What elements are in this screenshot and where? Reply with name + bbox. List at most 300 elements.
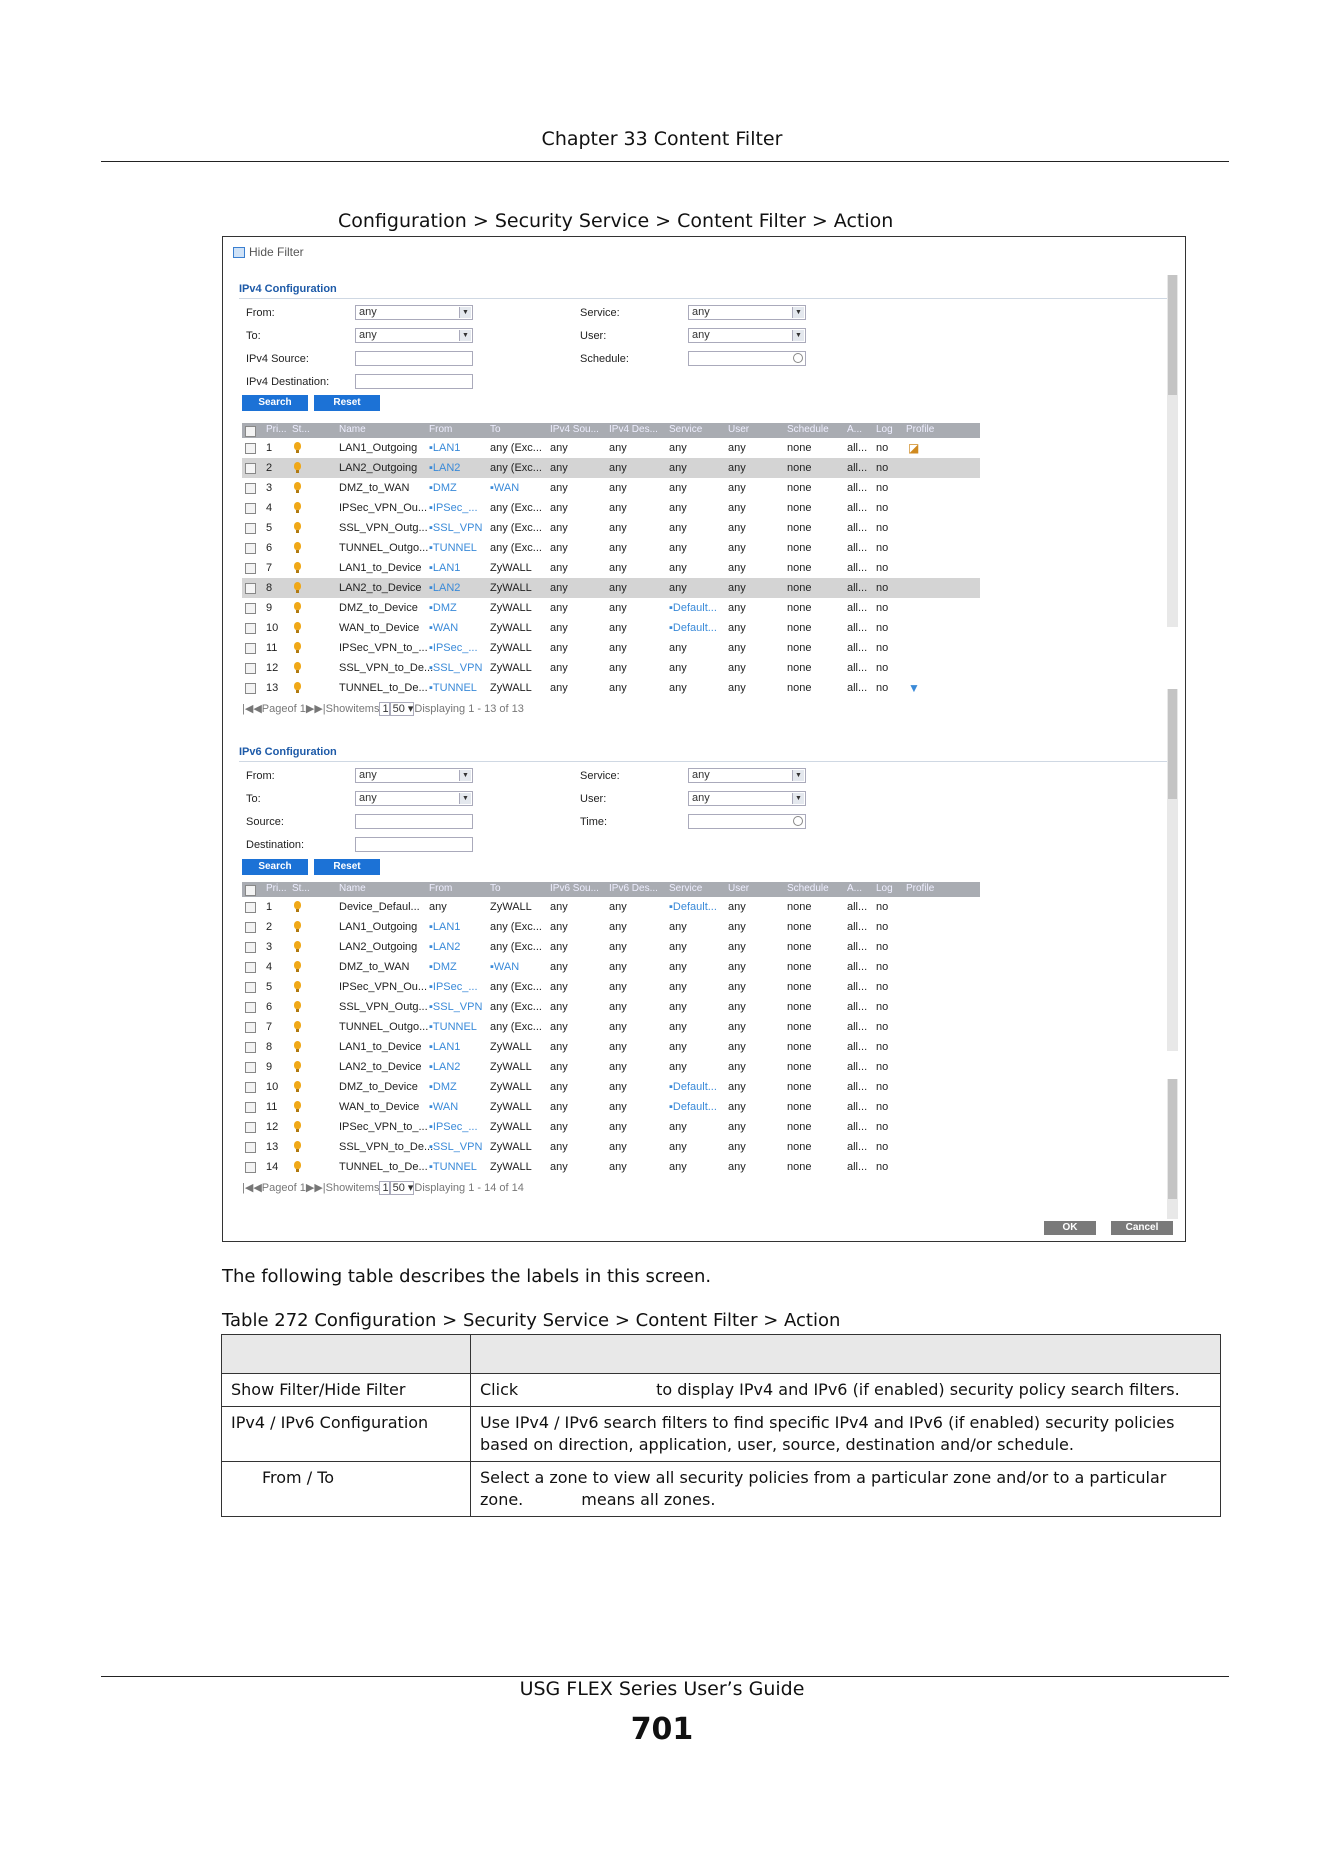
first-page-icon[interactable]: |◀ xyxy=(242,1182,254,1194)
page-label: Page xyxy=(261,703,288,715)
grid-cell: LAN1_Outgoing xyxy=(339,442,418,454)
grid-cell[interactable]: ▪WAN xyxy=(429,622,459,634)
ipv6-time-input[interactable] xyxy=(688,814,806,829)
table-row[interactable] xyxy=(242,957,980,977)
grid-cell: any xyxy=(609,1001,627,1013)
grid-cell: any xyxy=(728,622,746,634)
table-row[interactable] xyxy=(242,578,980,598)
ipv6-user-select[interactable]: any ▼ xyxy=(688,791,806,806)
chevron-down-icon: ▼ xyxy=(792,770,804,781)
items-label: items xyxy=(353,1182,380,1194)
grid-cell: none xyxy=(787,1081,812,1093)
column-header[interactable]: St... xyxy=(292,883,310,894)
row-description: Select a zone to view all security policies from a particular zone and/or to a particular zone. means all zones. xyxy=(471,1462,1221,1517)
status-bulb-icon xyxy=(294,1081,301,1089)
grid-cell: any xyxy=(728,1001,746,1013)
ipv4-section-title: IPv4 Configuration xyxy=(239,283,337,295)
table-row xyxy=(222,1407,1221,1462)
ipv4-to-select[interactable]: any ▼ xyxy=(355,328,473,343)
row-checkbox[interactable] xyxy=(245,982,256,993)
grid-cell: any xyxy=(609,981,627,993)
grid-cell: any xyxy=(609,941,627,953)
grid-cell: any xyxy=(609,1081,627,1093)
row-checkbox[interactable] xyxy=(245,962,256,973)
screenshot-frame xyxy=(222,236,1186,1242)
grid-cell[interactable]: ▪WAN xyxy=(429,1101,459,1113)
grid-cell: SSL_VPN_Outg... xyxy=(339,1001,428,1013)
row-checkbox[interactable] xyxy=(245,623,256,634)
row-checkbox[interactable] xyxy=(245,443,256,454)
grid-cell: any xyxy=(669,1161,687,1173)
grid-cell: all... xyxy=(847,662,868,674)
grid-cell: LAN2_to_Device xyxy=(339,1061,422,1073)
grid-cell: any xyxy=(669,961,687,973)
grid-cell: SSL_VPN_to_De... xyxy=(339,1141,434,1153)
grid-cell: 5 xyxy=(266,981,273,993)
grid-cell: any xyxy=(669,1021,687,1033)
grid-cell[interactable]: ▪DMZ xyxy=(429,602,457,614)
ipv6-destination-input[interactable] xyxy=(355,837,473,852)
status-bulb-icon xyxy=(294,602,301,610)
row-checkbox[interactable] xyxy=(245,1002,256,1013)
column-header[interactable]: Log xyxy=(876,424,893,435)
grid-cell: any xyxy=(550,602,568,614)
grid-cell[interactable]: ▪DMZ xyxy=(429,1081,457,1093)
grid-cell: all... xyxy=(847,1021,868,1033)
grid-cell: ZyWALL xyxy=(490,642,532,654)
ipv6-to-select[interactable]: any ▼ xyxy=(355,791,473,806)
ipv6-service-select[interactable]: any ▼ xyxy=(688,768,806,783)
status-bulb-icon xyxy=(294,1021,301,1029)
grid-cell: any xyxy=(669,1061,687,1073)
grid-cell: 9 xyxy=(266,602,273,614)
column-header[interactable]: St... xyxy=(292,424,310,435)
grid-cell: all... xyxy=(847,921,868,933)
status-bulb-icon xyxy=(294,642,301,650)
grid-cell: any xyxy=(550,1041,568,1053)
grid-cell[interactable]: ▪Default... xyxy=(669,622,717,634)
grid-cell: any xyxy=(550,981,568,993)
grid-cell[interactable]: ▪IPSec_... xyxy=(429,502,478,514)
grid-cell: none xyxy=(787,522,812,534)
column-header[interactable]: Log xyxy=(876,883,893,894)
clock-icon xyxy=(793,816,803,826)
footer-rule xyxy=(101,1676,1229,1677)
grid-cell: none xyxy=(787,582,812,594)
table-row[interactable] xyxy=(242,977,980,997)
grid-cell: any xyxy=(669,1001,687,1013)
row-label: IPv4 / IPv6 Configuration xyxy=(222,1407,471,1462)
next-page-icon[interactable]: ▶ xyxy=(305,703,315,715)
grid-cell: all... xyxy=(847,462,868,474)
row-checkbox[interactable] xyxy=(245,663,256,674)
clock-icon xyxy=(793,353,803,363)
column-header[interactable]: Schedule xyxy=(787,883,829,894)
page-count-label: of 1 xyxy=(287,1182,306,1194)
scroll-thumb[interactable] xyxy=(1168,1079,1177,1199)
grid-cell: any xyxy=(609,1121,627,1133)
table-row[interactable] xyxy=(242,438,980,458)
grid-cell: ZyWALL xyxy=(490,1121,532,1133)
grid-cell: IPSec_VPN_to_... xyxy=(339,642,428,654)
page-size-select[interactable]: 50 ▾ xyxy=(390,1181,415,1195)
last-page-icon[interactable]: ▶| xyxy=(314,1182,326,1194)
grid-cell[interactable]: ▪DMZ xyxy=(429,961,457,973)
grid-cell: all... xyxy=(847,622,868,634)
column-header[interactable]: User xyxy=(728,883,750,894)
table-row[interactable] xyxy=(242,997,980,1017)
row-checkbox[interactable] xyxy=(245,543,256,554)
row-checkbox[interactable] xyxy=(245,1162,256,1173)
ipv6-time-label: Time: xyxy=(580,816,608,828)
grid-cell[interactable]: ▪LAN1 xyxy=(429,921,461,933)
column-header[interactable]: To xyxy=(490,424,501,435)
grid-cell[interactable]: ▪Default... xyxy=(669,1081,717,1093)
grid-cell[interactable]: ▪SSL_VPN xyxy=(429,1141,483,1153)
ipv6-search-button[interactable]: Search xyxy=(242,859,308,875)
grid-cell: none xyxy=(787,682,812,694)
ipv4-destination-input[interactable] xyxy=(355,374,473,389)
grid-cell: any xyxy=(609,921,627,933)
grid-cell[interactable]: ▪LAN1 xyxy=(429,1041,461,1053)
grid-cell: 12 xyxy=(266,662,279,674)
row-checkbox[interactable] xyxy=(245,902,256,913)
grid-cell: any xyxy=(609,522,627,534)
grid-cell: ZyWALL xyxy=(490,682,532,694)
grid-cell: any xyxy=(609,1021,627,1033)
grid-cell: 10 xyxy=(266,622,279,634)
column-header[interactable]: Name xyxy=(339,424,366,435)
ipv4-search-button[interactable]: Search xyxy=(242,395,308,411)
column-header[interactable]: From xyxy=(429,424,453,435)
column-header[interactable]: Profile xyxy=(906,424,935,435)
grid-cell: 6 xyxy=(266,1001,273,1013)
row-checkbox[interactable] xyxy=(245,503,256,514)
grid-cell: ZyWALL xyxy=(490,562,532,574)
column-header[interactable]: IPv4 Des... xyxy=(609,424,658,435)
table-row[interactable] xyxy=(242,678,980,698)
row-checkbox[interactable] xyxy=(245,523,256,534)
items-label: items xyxy=(353,703,380,715)
status-bulb-icon xyxy=(294,562,301,570)
table-row[interactable] xyxy=(242,917,980,937)
grid-cell[interactable]: ▪TUNNEL xyxy=(429,682,477,694)
next-page-icon[interactable]: ▶ xyxy=(305,1182,315,1194)
scroll-thumb[interactable] xyxy=(1168,689,1177,799)
row-checkbox[interactable] xyxy=(245,603,256,614)
grid-cell[interactable]: ▪Default... xyxy=(669,901,717,913)
grid-cell: any xyxy=(728,562,746,574)
grid-cell: 14 xyxy=(266,1161,279,1173)
grid-cell[interactable]: ▪LAN1 xyxy=(429,442,461,454)
table-row[interactable] xyxy=(242,518,980,538)
grid-cell: 4 xyxy=(266,502,273,514)
table-row[interactable] xyxy=(242,897,980,917)
grid-cell: any xyxy=(550,682,568,694)
column-header[interactable]: To xyxy=(490,883,501,894)
row-checkbox[interactable] xyxy=(245,1102,256,1113)
column-header[interactable]: A... xyxy=(847,883,863,894)
grid-cell: any xyxy=(669,462,687,474)
grid-cell[interactable]: ▪TUNNEL xyxy=(429,1021,477,1033)
grid-cell: no xyxy=(876,542,889,554)
grid-cell: any xyxy=(728,1021,746,1033)
scroll-thumb[interactable] xyxy=(1168,275,1177,395)
table-row[interactable] xyxy=(242,1117,980,1137)
grid-cell: 3 xyxy=(266,482,273,494)
grid-cell: none xyxy=(787,662,812,674)
table-row[interactable] xyxy=(242,1077,980,1097)
row-checkbox[interactable] xyxy=(245,483,256,494)
grid-cell: all... xyxy=(847,562,868,574)
table-row[interactable] xyxy=(242,638,980,658)
table-row[interactable] xyxy=(242,1157,980,1177)
row-checkbox[interactable] xyxy=(245,683,256,694)
grid-cell[interactable]: ▪LAN2 xyxy=(429,462,461,474)
grid-cell: any xyxy=(669,1141,687,1153)
grid-cell: any xyxy=(550,642,568,654)
status-bulb-icon xyxy=(294,921,301,929)
grid-cell: no xyxy=(876,662,889,674)
table-row[interactable] xyxy=(242,1097,980,1117)
table-row[interactable] xyxy=(242,937,980,957)
row-checkbox[interactable] xyxy=(245,1122,256,1133)
grid-cell[interactable]: ▪Default... xyxy=(669,602,717,614)
row-checkbox[interactable] xyxy=(245,1042,256,1053)
grid-cell: any xyxy=(550,1061,568,1073)
ipv4-service-select[interactable]: any ▼ xyxy=(688,305,806,320)
grid-cell: any xyxy=(609,1101,627,1113)
row-checkbox[interactable] xyxy=(245,1062,256,1073)
grid-cell: none xyxy=(787,1161,812,1173)
column-header[interactable]: Profile xyxy=(906,883,935,894)
grid-cell: any xyxy=(609,622,627,634)
row-checkbox[interactable] xyxy=(245,1082,256,1093)
grid-cell: IPSec_VPN_Ou... xyxy=(339,981,428,993)
column-header[interactable]: IPv6 Sou... xyxy=(550,883,599,894)
row-checkbox[interactable] xyxy=(245,1142,256,1153)
column-header[interactable]: From xyxy=(429,883,453,894)
table-row[interactable] xyxy=(242,1137,980,1157)
profile-edit-icon[interactable]: ◪ xyxy=(908,441,920,455)
ipv6-to-label: To: xyxy=(246,793,261,805)
grid-cell: Device_Defaul... xyxy=(339,901,420,913)
grid-cell[interactable]: ▪WAN xyxy=(490,482,520,494)
grid-cell: ZyWALL xyxy=(490,622,532,634)
grid-cell: all... xyxy=(847,981,868,993)
ipv6-scrollbar[interactable] xyxy=(1167,1079,1178,1219)
grid-cell[interactable]: ▪Default... xyxy=(669,1101,717,1113)
row-checkbox[interactable] xyxy=(245,583,256,594)
row-checkbox[interactable] xyxy=(245,1022,256,1033)
table-row[interactable] xyxy=(242,1057,980,1077)
ipv6-reset-button[interactable]: Reset xyxy=(314,859,380,875)
row-checkbox[interactable] xyxy=(245,463,256,474)
ipv4-reset-button[interactable]: Reset xyxy=(314,395,380,411)
table-row[interactable] xyxy=(242,458,980,478)
ipv6-user-label: User: xyxy=(580,793,607,805)
grid-cell: no xyxy=(876,582,889,594)
table-row xyxy=(222,1374,1221,1407)
grid-cell[interactable]: ▪SSL_VPN xyxy=(429,1001,483,1013)
page-size-select[interactable]: 50 ▾ xyxy=(390,702,415,716)
grid-cell: none xyxy=(787,602,812,614)
column-header[interactable]: Service xyxy=(669,883,703,894)
grid-cell: any xyxy=(609,901,627,913)
ipv4-schedule-input[interactable] xyxy=(688,351,806,366)
table-row[interactable] xyxy=(242,1037,980,1057)
column-header[interactable]: Pri... xyxy=(266,883,287,894)
page-number: 701 xyxy=(630,1712,694,1747)
chevron-down-icon: ▼ xyxy=(459,307,471,318)
grid-cell: any xyxy=(429,901,447,913)
first-page-icon[interactable]: |◀ xyxy=(242,703,254,715)
grid-cell: DMZ_to_WAN xyxy=(339,961,410,973)
grid-cell: 11 xyxy=(266,642,278,654)
prev-page-icon[interactable]: ◀ xyxy=(253,1182,262,1194)
column-header[interactable]: Schedule xyxy=(787,424,829,435)
grid-cell: LAN1_to_Device xyxy=(339,1041,422,1053)
page-number-input[interactable]: 1 xyxy=(379,1181,389,1195)
grid-cell: no xyxy=(876,1021,889,1033)
grid-cell: any xyxy=(669,941,687,953)
row-checkbox[interactable] xyxy=(245,563,256,574)
ipv4-scrollbar[interactable] xyxy=(1167,275,1178,627)
grid-cell: any (Exc... xyxy=(490,462,542,474)
ok-button[interactable]: OK xyxy=(1044,1221,1096,1235)
grid-cell: no xyxy=(876,562,889,574)
grid-cell[interactable]: ▪DMZ xyxy=(429,482,457,494)
prev-page-icon[interactable]: ◀ xyxy=(253,703,262,715)
column-header[interactable]: Pri... xyxy=(266,424,287,435)
grid-cell: 8 xyxy=(266,582,273,594)
grid-cell[interactable]: ▪LAN1 xyxy=(429,562,461,574)
grid-cell: ZyWALL xyxy=(490,901,532,913)
grid-cell: TUNNEL_Outgo... xyxy=(339,542,429,554)
grid-cell: any xyxy=(669,522,687,534)
grid-cell: DMZ_to_Device xyxy=(339,1081,418,1093)
ipv4-service-label: Service: xyxy=(580,307,620,319)
ipv6-source-input[interactable] xyxy=(355,814,473,829)
grid-cell: any xyxy=(550,522,568,534)
grid-cell: any (Exc... xyxy=(490,542,542,554)
table-row[interactable] xyxy=(242,558,980,578)
grid-cell: TUNNEL_to_De... xyxy=(339,682,428,694)
table-row[interactable] xyxy=(242,1017,980,1037)
grid-cell: any xyxy=(669,582,687,594)
select-all-checkbox[interactable] xyxy=(245,426,256,437)
column-header[interactable]: IPv6 Des... xyxy=(609,883,658,894)
grid-cell: LAN1_to_Device xyxy=(339,562,422,574)
table-row[interactable] xyxy=(242,598,980,618)
grid-cell[interactable]: ▪TUNNEL xyxy=(429,542,477,554)
column-header[interactable]: A... xyxy=(847,424,863,435)
grid-cell: any (Exc... xyxy=(490,502,542,514)
last-page-icon[interactable]: ▶| xyxy=(314,703,326,715)
select-all-checkbox[interactable] xyxy=(245,885,256,896)
row-label: From / To xyxy=(222,1462,471,1517)
grid-cell[interactable]: ▪LAN2 xyxy=(429,582,461,594)
grid-cell[interactable]: ▪LAN2 xyxy=(429,941,461,953)
page-scrollbar[interactable] xyxy=(1167,689,1178,1051)
row-checkbox[interactable] xyxy=(245,942,256,953)
ipv4-divider xyxy=(239,298,1174,299)
grid-cell: any xyxy=(550,1081,568,1093)
grid-cell: any xyxy=(728,1081,746,1093)
profile-filter-icon[interactable]: ▼ xyxy=(908,681,920,695)
grid-cell: any xyxy=(609,542,627,554)
column-header[interactable]: Service xyxy=(669,424,703,435)
grid-cell: none xyxy=(787,981,812,993)
grid-cell: none xyxy=(787,562,812,574)
grid-cell: any xyxy=(609,961,627,973)
grid-cell[interactable]: ▪SSL_VPN xyxy=(429,662,483,674)
grid-cell: any xyxy=(609,502,627,514)
grid-cell[interactable]: ▪WAN xyxy=(490,961,520,973)
cancel-button[interactable]: Cancel xyxy=(1111,1221,1173,1235)
column-header[interactable]: User xyxy=(728,424,750,435)
grid-cell: all... xyxy=(847,1141,868,1153)
grid-cell: 12 xyxy=(266,1121,279,1133)
grid-cell: any xyxy=(728,921,746,933)
column-header[interactable]: Name xyxy=(339,883,366,894)
grid-cell: any xyxy=(609,602,627,614)
grid-cell[interactable]: ▪SSL_VPN xyxy=(429,522,483,534)
grid-cell: all... xyxy=(847,642,868,654)
page-number-input[interactable]: 1 xyxy=(379,702,389,716)
table-row[interactable] xyxy=(242,658,980,678)
grid-cell: any xyxy=(728,462,746,474)
hide-filter-link[interactable] xyxy=(233,245,304,259)
grid-cell: all... xyxy=(847,1161,868,1173)
table-row[interactable] xyxy=(242,618,980,638)
grid-cell: no xyxy=(876,1041,889,1053)
grid-cell[interactable]: ▪LAN2 xyxy=(429,1061,461,1073)
grid-cell: all... xyxy=(847,1121,868,1133)
ipv6-from-select[interactable]: any ▼ xyxy=(355,768,473,783)
table-row[interactable] xyxy=(242,478,980,498)
grid-cell: any xyxy=(669,442,687,454)
grid-cell: LAN2_Outgoing xyxy=(339,462,418,474)
row-checkbox[interactable] xyxy=(245,922,256,933)
column-header[interactable]: IPv4 Sou... xyxy=(550,424,599,435)
grid-cell: any xyxy=(550,562,568,574)
grid-cell: 8 xyxy=(266,1041,273,1053)
grid-cell[interactable]: ▪IPSec_... xyxy=(429,1121,478,1133)
grid-cell: no xyxy=(876,622,889,634)
grid-cell: none xyxy=(787,1041,812,1053)
chevron-down-icon: ▼ xyxy=(792,793,804,804)
grid-cell[interactable]: ▪IPSec_... xyxy=(429,642,478,654)
ipv6-from-label: From: xyxy=(246,770,275,782)
grid-cell[interactable]: ▪IPSec_... xyxy=(429,981,478,993)
grid-cell: none xyxy=(787,502,812,514)
ipv4-from-select[interactable]: any ▼ xyxy=(355,305,473,320)
ipv4-source-label: IPv4 Source: xyxy=(246,353,309,365)
chevron-down-icon: ▼ xyxy=(459,770,471,781)
grid-cell[interactable]: ▪TUNNEL xyxy=(429,1161,477,1173)
grid-cell: none xyxy=(787,961,812,973)
ipv4-source-input[interactable] xyxy=(355,351,473,366)
table-row[interactable] xyxy=(242,538,980,558)
grid-cell: no xyxy=(876,961,889,973)
row-checkbox[interactable] xyxy=(245,643,256,654)
ipv4-schedule-label: Schedule: xyxy=(580,353,629,365)
table-row[interactable] xyxy=(242,498,980,518)
ipv4-user-select[interactable]: any ▼ xyxy=(688,328,806,343)
grid-cell: none xyxy=(787,1021,812,1033)
chevron-down-icon: ▼ xyxy=(792,330,804,341)
